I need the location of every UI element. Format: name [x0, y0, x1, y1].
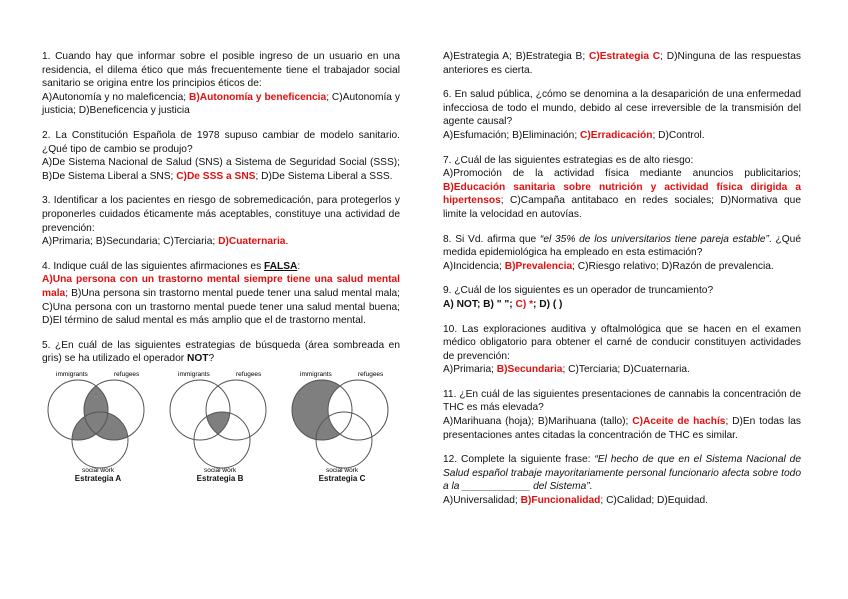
- q5-stem: 5. ¿En cuál de las siguientes estrategias de búsqueda (área sombreada en gris) se ha utilizado el operador: [42, 339, 400, 365]
- q1-remaining-options: ; C)Autonomía y justicia; D)Beneficencia y justicia: [42, 91, 400, 117]
- q8-option-a: A)Incidencia;: [443, 260, 502, 272]
- venn-c-graphic: [286, 368, 398, 474]
- left-column: [42, 50, 400, 486]
- q7-option-a: A)Promoción de la actividad física mediante anuncios publicitarios;: [443, 168, 801, 180]
- venn-a-graphic: [42, 368, 154, 474]
- q7-stem: 7. ¿Cuál de las siguientes estrategias es de alto riesgo:: [443, 154, 694, 166]
- question-6: [443, 88, 801, 142]
- q3-end: .: [285, 236, 289, 248]
- venn-a-label-refugees: refugees: [114, 370, 140, 378]
- question-12: [443, 453, 801, 507]
- q5-not-word: NOT: [186, 353, 209, 365]
- q11-options-ab: A)Marihuana (hoja); B)Marihuana (tallo);: [443, 416, 629, 428]
- q6-stem: 6. En salud pública, ¿cómo se denomina a la desaparición de una enfermedad infecciosa de todo el mundo, debido al cese irreversible de la transmisión del agente causal?: [443, 89, 801, 128]
- q5-correct-option: C)Estrategia C: [588, 51, 661, 62]
- q11-correct-option: C)Aceite de hachís: [632, 416, 726, 428]
- q3-correct-option: D)Cuaternaria: [218, 236, 286, 248]
- q9-stem: 9. ¿Cuál de los siguientes es un operador de truncamiento?: [443, 285, 714, 297]
- venn-b-caption: Estrategia B: [196, 474, 244, 484]
- venn-b-label-refugees: refugees: [236, 370, 262, 378]
- q10-correct-option: B)Secundaria: [496, 364, 563, 376]
- q1-option-a: A)Autonomía y no maleficencia;: [42, 91, 187, 103]
- venn-strategy-c: [286, 368, 398, 486]
- venn-a-caption: Estrategia A: [74, 474, 122, 484]
- venn-diagrams: [42, 368, 400, 486]
- venn-a-label-immigrants: immigrants: [56, 370, 88, 378]
- q12-correct-option: B)Funcionalidad: [520, 495, 601, 507]
- q11-option-d: ; D)En todas las presentaciones antes citadas la concentración de THC es similar.: [443, 416, 801, 441]
- venn-b-label-immigrants: immigrants: [178, 370, 210, 378]
- q12-remaining-options: ; C)Calidad; D)Equidad.: [600, 495, 708, 507]
- q4-false-word: FALSA: [264, 260, 298, 272]
- q9-correct-option: C) *: [515, 298, 534, 310]
- q4-stem: 4. Indique cuál de las siguientes afirmaciones es: [42, 260, 262, 272]
- q11-stem: 11. ¿En cuál de las siguientes presentaciones de cannabis la concentración de THC es más elevada?: [443, 388, 801, 414]
- q7-remaining-options: ; C)Campaña antitabaco en redes sociales; D)Normativa que limite la velocidad en autovías.: [443, 195, 801, 220]
- q1-stem: 1. Cuando hay que informar sobre el posible ingreso de un usuario en una residencia, el dilema ético que más frecuentemente tiene el trabajador social sanitario se origina entre los principios éticos de:: [42, 51, 400, 90]
- q5-options-ab: A)Estrategia A; B)Estrategia B;: [443, 51, 586, 62]
- right-column: [443, 50, 801, 519]
- q6-correct-option: C)Erradicación: [580, 129, 653, 141]
- question-1: [42, 50, 400, 118]
- q12-stem-pre: 12. Complete la siguiente frase:: [443, 454, 591, 466]
- q5-option-d: ; D)Ninguna de las respuestas anteriores es cierta.: [443, 51, 801, 76]
- venn-c-label-immigrants: immigrants: [300, 370, 332, 378]
- q2-option-d: ; D)De Sistema Liberal a SSS.: [255, 170, 393, 182]
- q7-correct-option: B)Educación sanitaria sobre nutrición y actividad física dirigida a hipertensos: [443, 181, 801, 207]
- q8-stem-post: . ¿Qué medida epidemiológica ha empleado en esta estimación?: [443, 233, 801, 259]
- question-8: [443, 233, 801, 274]
- venn-c-label-refugees: refugees: [358, 370, 384, 378]
- q8-remaining-options: ; C)Riesgo relativo; D)Razón de prevalencia.: [572, 260, 774, 272]
- venn-b-graphic: [164, 368, 276, 474]
- question-11: [443, 388, 801, 442]
- question-5-answers: [443, 50, 801, 77]
- q10-remaining-options: ; C)Terciaria; D)Cuaternaria.: [562, 364, 690, 376]
- q10-option-a: A)Primaria;: [443, 364, 494, 376]
- q8-quote: “el 35% de los universitarios tiene pareja estable”: [539, 233, 769, 245]
- q6-option-d: ; D)Control.: [652, 129, 705, 141]
- q2-stem: 2. La Constitución Española de 1978 supuso cambiar de modelo sanitario. ¿Qué tipo de cambio se produjo?: [42, 129, 400, 155]
- q6-options-ab: A)Esfumación; B)Eliminación;: [443, 129, 578, 141]
- question-7: [443, 154, 801, 222]
- q4-remaining-options: ; B)Una persona sin trastorno mental puede tener una salud mental mala; C)Una persona con un trastorno mental puede tener una salud mental buena; D)El término de salud mental es más amplio que el de trastorno mental.: [42, 287, 400, 327]
- question-3: [42, 194, 400, 248]
- q9-option-d: ; D) ( ): [533, 298, 563, 310]
- venn-a-label-social-work: social work: [82, 466, 115, 474]
- question-9: [443, 284, 801, 311]
- q2-correct-option: C)De SSS a SNS: [176, 170, 256, 182]
- venn-b-label-social-work: social work: [204, 466, 237, 474]
- q12-quote: “El hecho de que en el Sistema Nacional de Salud español trabaje mayoritariamente personal funcionario afecta sobre todo a la ____________ del Sistema”.: [443, 454, 801, 493]
- question-2: [42, 129, 400, 183]
- venn-strategy-b: [164, 368, 276, 486]
- q3-options-abc: A)Primaria; B)Secundaria; C)Terciaria;: [42, 236, 216, 248]
- q5-end: ?: [208, 353, 215, 365]
- venn-c-caption: Estrategia C: [318, 474, 366, 484]
- q10-stem: 10. Las exploraciones auditiva y oftalmológica que se hacen en el examen médico obligatorio para obtener el carné de conducir constituyen actividades de prevención:: [443, 323, 801, 362]
- q2-options-ab: A)De Sistema Nacional de Salud (SNS) a Sistema de Seguridad Social (SSS); B)De Sistema Liberal a SNS;: [42, 157, 400, 182]
- q1-correct-option: B)Autonomía y beneficencia: [189, 91, 327, 103]
- question-10: [443, 323, 801, 377]
- q12-option-a: A)Universalidad;: [443, 495, 518, 507]
- q4-correct-option: A)Una persona con un trastorno mental siempre tiene una salud mental mala: [42, 274, 400, 299]
- q8-correct-option: B)Prevalencia: [504, 260, 573, 272]
- venn-strategy-a: [42, 368, 154, 486]
- q4-colon: :: [297, 260, 301, 272]
- question-4: [42, 260, 400, 328]
- venn-c-label-social-work: social work: [326, 466, 359, 474]
- question-5: [42, 339, 400, 366]
- q8-stem-pre: 8. Si Vd. afirma que: [443, 233, 537, 245]
- q9-options-ab: A) NOT; B) " ";: [443, 298, 513, 310]
- q3-stem: 3. Identificar a los pacientes en riesgo de sobremedicación, para protegerlos y proponerles cuidados éticamente más aceptables, constituye una actividad de prevención:: [42, 195, 400, 234]
